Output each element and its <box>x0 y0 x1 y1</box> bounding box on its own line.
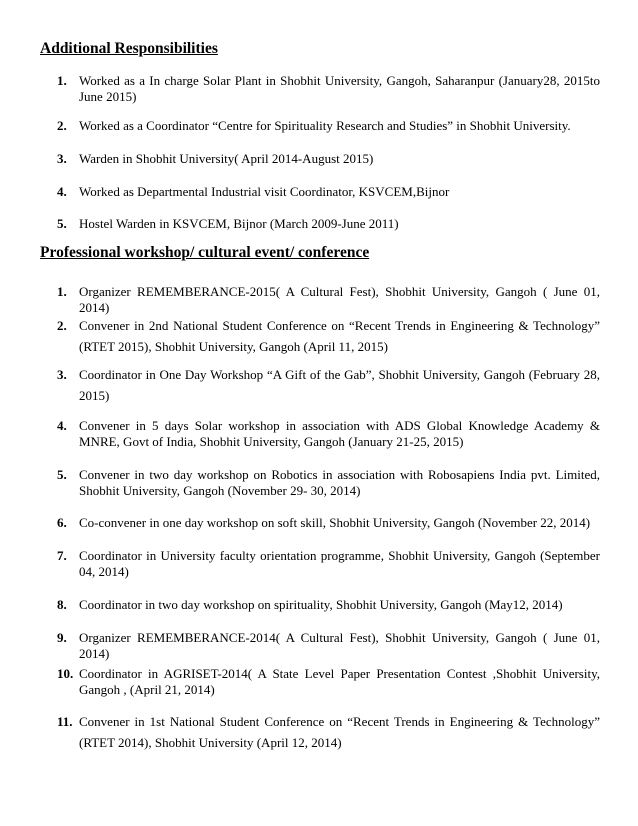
list-item-text: Organizer REMEMBERANCE-2015( A Cultural Fest), Shobhit University, Gangoh ( June 01, 2014) <box>79 284 600 315</box>
list-item-number: 3. <box>57 151 67 166</box>
list-item-text: Warden in Shobhit University( April 2014-August 2015) <box>79 151 374 166</box>
list-item-number: 11. <box>57 714 73 729</box>
list-item <box>57 711 600 753</box>
list-item <box>57 73 600 105</box>
list-item-number: 4. <box>57 184 67 199</box>
list-item <box>57 216 600 232</box>
list-item-number: 10. <box>57 666 74 681</box>
list-item <box>57 666 600 698</box>
section-heading-additional-responsibilities: Additional Responsibilities <box>40 40 218 57</box>
list-item-text: Worked as a Coordinator “Centre for Spirituality Research and Studies” in Shobhit University. <box>79 118 571 133</box>
list-item <box>57 467 600 499</box>
list-item <box>57 284 600 316</box>
list-item <box>57 315 600 357</box>
list-item <box>57 418 600 450</box>
list-item-number: 3. <box>57 367 67 382</box>
list-item-number: 1. <box>57 284 67 299</box>
list-item <box>57 184 600 200</box>
list-item-number: 2. <box>57 318 67 333</box>
list-item-text: Worked as Departmental Industrial visit Coordinator, KSVCEM,Bijnor <box>79 184 450 199</box>
list-item <box>57 151 600 167</box>
list-item <box>57 548 600 580</box>
list-item-text: Coordinator in University faculty orientation programme, Shobhit University, Gangoh (September 04, 2014) <box>79 548 600 579</box>
list-item-text: Hostel Warden in KSVCEM, Bijnor (March 2009-June 2011) <box>79 216 399 231</box>
list-item-text: Convener in 1st National Student Conference on “Recent Trends in Engineering & Technology” (RTET 2014), Shobhit University (April 12, 2014) <box>79 714 600 750</box>
section-heading-professional-workshop: Professional workshop/ cultural event/ conference <box>40 244 370 261</box>
list-item-text: Convener in 5 days Solar workshop in association with ADS Global Knowledge Academy & MNRE, Govt of India, Shobhit University, Gangoh (January 21-25, 2015) <box>79 418 600 449</box>
list-item-number: 6. <box>57 515 67 530</box>
list-item-number: 1. <box>57 73 67 88</box>
list-item-text: Organizer REMEMBERANCE-2014( A Cultural Fest), Shobhit University, Gangoh ( June 01, 2014) <box>79 630 600 661</box>
list-item-text: Convener in two day workshop on Robotics in association with Robosapiens India pvt. Limited, Shobhit University, Gangoh (November 29- 30, 2014) <box>79 467 600 498</box>
list-item <box>57 364 600 406</box>
list-item-number: 5. <box>57 467 67 482</box>
list-item <box>57 515 600 531</box>
list-item-text: Co-convener in one day workshop on soft skill, Shobhit University, Gangoh (November 22, 2014) <box>79 515 591 530</box>
list-item-number: 2. <box>57 118 67 133</box>
list-item <box>57 118 600 134</box>
list-item-text: Coordinator in One Day Workshop “A Gift of the Gab”, Shobhit University, Gangoh (February 28, 2015) <box>79 367 600 403</box>
list-item-number: 8. <box>57 597 67 612</box>
list-item-number: 7. <box>57 548 67 563</box>
list-item-text: Coordinator in two day workshop on spirituality, Shobhit University, Gangoh (May12, 2014) <box>79 597 563 612</box>
list-item-text: Convener in 2nd National Student Conference on “Recent Trends in Engineering & Technology” (RTET 2015), Shobhit University, Gangoh (April 11, 2015) <box>79 318 600 354</box>
list-item-number: 5. <box>57 216 67 231</box>
list-item <box>57 597 600 613</box>
list-item-number: 9. <box>57 630 67 645</box>
list-item-text: Coordinator in AGRISET-2014( A State Level Paper Presentation Contest ,Shobhit University, Gangoh , (April 21, 2014) <box>79 666 600 697</box>
list-item-number: 4. <box>57 418 67 433</box>
list-item-text: Worked as a In charge Solar Plant in Shobhit University, Gangoh, Saharanpur (January28, 2015to June 2015) <box>79 73 600 104</box>
list-item <box>57 630 600 662</box>
